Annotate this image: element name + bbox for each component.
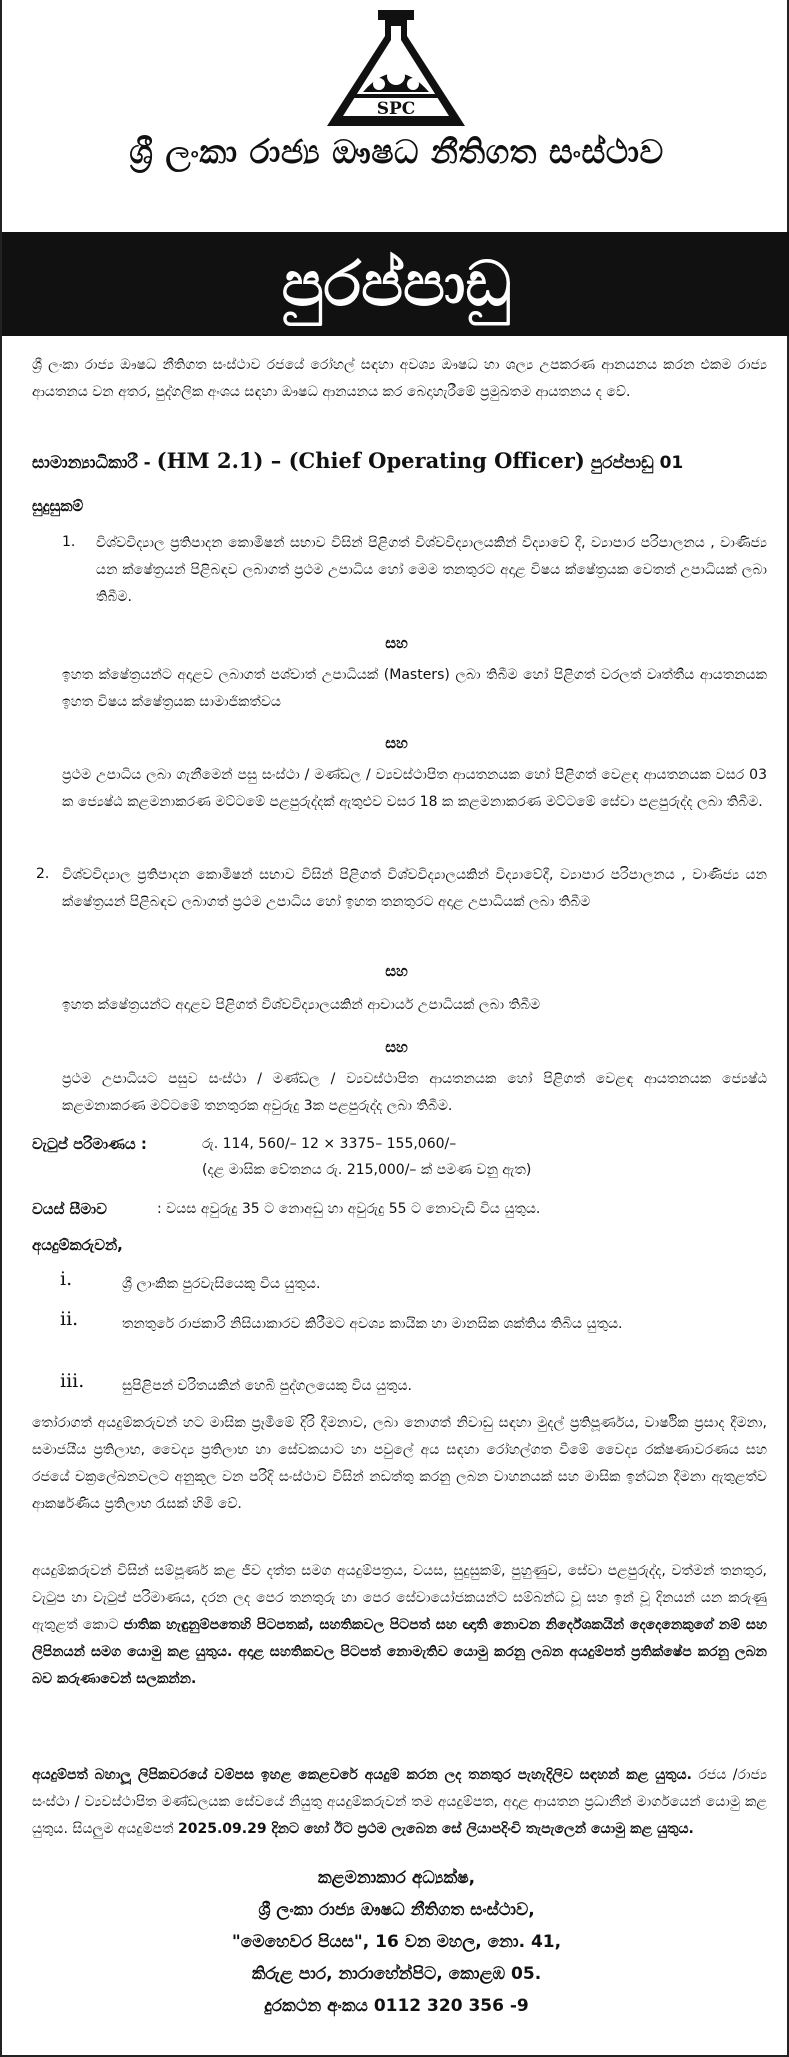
applicant-item-text: සුපිළිපන් චරිතයකින් හෙබි පුද්ගලයෙකු විය යුතුය. bbox=[122, 1378, 413, 1394]
qualification-number-2: 2. bbox=[36, 866, 50, 882]
vacancies-banner bbox=[2, 232, 789, 336]
qualifications-heading: සුදුසුකම් bbox=[32, 497, 84, 515]
instructions-text: අයදුම්කරුවන් විසින් සම්පූර්ණ කළ ජීව දත්ත සමග අයදුම්පත්‍රය, වයස, සුදුසුකම්, පුහුණුව, සේවා පළපුරුද්ද, වත්මන් තනතුර, වැටුප හා වැටුප් පරිමාණය, දරන ලද පෙර තනතුරු හා පෙර සේවායෝජකයන්ට සම්බන්ධ වූ සහ ඉන් වූ දිනයන් යන කරුණු ඇතුළත් කොට bbox=[32, 1563, 767, 1633]
intro-paragraph: ශ්‍රී ලංකා රාජ්‍ය ඖෂධ නීතිගත සංස්ථාව රජයේ රෝහල් සඳහා අවශ්‍ය ඖෂධ හා ශල්‍ය උපකරණ ආනයනය කරන එකම රාජ්‍ය ආයතනය වන අතර, පුද්ගලික අංශය සඳහා ඖෂධ ආනයනය කර බෙදාහැරීමේ ප්‍රමුඛතම ආයතනය ද වේ. bbox=[32, 357, 767, 400]
instructions-paragraph bbox=[32, 1558, 767, 1693]
qualification-1-experience: ප්‍රථම උපාධිය ලබා ගැනීමෙන් පසු සංස්ථා / මණ්ඩල / ව්‍යවස්ථාපිත ආයතනයක හෝ පිළිගත් වෙළඳ ආයතනයක වසර 03 ක ජ්‍යෙෂ්ඨ කළමනාකරණ මට්ටමේ පළපුරුද්දක් ඇතුළුව වසර 18 ක කළමනාකරණ මට්ටමේ සේවා පළපුරුද්ද ලබා තිබීම. bbox=[62, 767, 767, 810]
applicant-item-number: iii. bbox=[60, 1370, 85, 1392]
and-label-3: සහ bbox=[385, 962, 408, 980]
footer-organization: ශ්‍රී ලංකා රාජ්‍ය ඖෂධ නීතිගත සංස්ථාව, bbox=[258, 1900, 535, 1920]
deadline-paragraph bbox=[32, 1762, 767, 1843]
applicant-item-number: ii. bbox=[60, 1308, 79, 1330]
footer-street: කිරුළ පාර, නාරාහේන්පිට, කොළඹ 05. bbox=[251, 1964, 542, 1984]
qualification-1-text: විශ්වවිද්‍යාල ප්‍රතිපාදන කොමිෂන් සභාව විසින් පිළිගත් විශ්වවිද්‍යාලයකින් විද්‍යාවේ දී, ව්‍යාපාර පරිපාලනය , වාණිජ්‍ය යන ක්ෂේත්‍රයන් පිළිබඳව ලබාගත් ප්‍රථම උපාධිය හෝ මෙම තනතුරට අදාළ විෂය ක්ෂේත්‍රයක වෙතත් උපාධියක් ලබා තිබීම. bbox=[96, 535, 767, 605]
and-label-1: සහ bbox=[385, 634, 408, 652]
position-prefix: සාමාන්‍යාධිකාරී - bbox=[32, 453, 157, 473]
instructions-required-documents: ජාතික හැඳුනුම්පතෙහි පිටපතක්, සහතිකවල පිටපත් සහ ඥාති නොවන නිර්දේශකයින් දෙදෙනෙකුගේ නම් සහ ලිපිනයන් සමග යොමු කළ යුතුය. අදාළ සහතිකවල පිටපත් නොමැතිව යොමු කරනු ලබන අයදුම්පත් ප්‍රතික්ෂේප කරනු ලබන බව කරුණාවෙන් සලකන්න. bbox=[32, 1617, 768, 1687]
banner-title: පුරප්පාඩු bbox=[281, 247, 512, 320]
government-applicants-note: රජය /රාජ්‍ය සංස්ථා / ව්‍යවස්ථාපිත මණ්ඩලයක සේවයේ නියුතු අයදුම්කරුවන් තම අයදුම්පත, අදාළ ආයතන ප්‍රධානීන් මාර්ගයෙන් යොමු කළ යුතුය. සියලුම අයදුම්පත් bbox=[32, 1767, 767, 1837]
and-label-4: සහ bbox=[385, 1038, 408, 1056]
footer-designation: කළමනාකාර අධ්‍යක්ෂ, bbox=[317, 1868, 476, 1888]
organization-title: ශ්‍රී ලංකා රාජ්‍ය ඖෂධ නීතිගත සංස්ථාව bbox=[129, 132, 664, 171]
age-limit-value: : වයස අවුරුදු 35 ට නොඅඩු හා අවුරුදු 55 ට නොවැඩි විය යුතුය. bbox=[157, 1201, 541, 1217]
age-limit-label: වයස් සීමාව bbox=[32, 1200, 107, 1218]
footer-telephone: දුරකථන අංකය 0112 320 356 -9 bbox=[264, 1996, 529, 2016]
salary-label: වැටුප් පරිමාණය : bbox=[32, 1135, 147, 1153]
spc-logo bbox=[323, 6, 469, 130]
qualification-2-experience: ප්‍රථම උපාධියට පසුව සංස්ථා / මණ්ඩල / ව්‍යවස්ථාපිත ආයතනයක හෝ පිළිගත් වෙළඳ ආයතනයක ජ්‍යෙෂ්ඨ කළමනාකරණ මට්ටමේ තනතුරක අවුරුදු 3ක පළපුරුද්ද ලබා තිබීම. bbox=[62, 1071, 767, 1114]
salary-scale: රු. 114, 560/– 12 × 3375– 155,060/– bbox=[202, 1136, 457, 1152]
qualification-number-1: 1. bbox=[62, 534, 76, 550]
position-english: (HM 2.1) – (Chief Operating Officer) bbox=[156, 448, 585, 473]
position-suffix: පුරප්පාඩු 01 bbox=[584, 453, 684, 473]
qualification-1-masters: ඉහත ක්ෂේත්‍රයන්ට අදාළව ලබාගත් පශ්චාත් උපාධියක් (Masters) ලබා තිබීම හෝ පිළිගත් වරලත් වෘත්තීය ආයතනයක ඉහත විෂය ක්ෂේත්‍රයක සාමාජිකත්වය bbox=[62, 667, 767, 710]
qualification-2-text: විශ්වවිද්‍යාල ප්‍රතිපාදන කොමිෂන් සභාව විසින් පිළිගත් විශ්වවිද්‍යාලයකින් විද්‍යාවේදී, ව්‍යාපාර පරිපාලනය , වාණිජ්‍ය යන ක්ෂේත්‍රයන් පිළිබඳව ලබාගත් ප්‍රථම උපාධිය හෝ ඉහත තනතුරට අදාළ උපාධියක් ලබා තිබීම bbox=[62, 867, 767, 910]
applicant-item-number: i. bbox=[60, 1268, 73, 1290]
footer-building: "මෙහෙවර පියස", 16 වන මහල, නො. 41, bbox=[231, 1932, 562, 1952]
closing-date: 2025.09.29 දිනට හෝ ඊට ප්‍රථම ලැබෙන සේ ලියාපදිංචි තැපැලෙන් යොමු කළ යුතුය. bbox=[178, 1821, 694, 1837]
logo-text: SPC bbox=[376, 99, 416, 119]
and-label-2: සහ bbox=[385, 734, 408, 752]
applicants-heading: අයදුම්කරුවන්, bbox=[32, 1236, 123, 1254]
salary-note: (දළ මාසික වේතනය රු. 215,000/– ක් පමණ වනු ඇත) bbox=[202, 1162, 532, 1178]
applicant-item-text: තනතුරේ රාජකාරි නිසියාකාරව කිරීමට අවශ්‍ය කායික හා මානසික ශක්තිය තිබිය යුතුය. bbox=[122, 1316, 623, 1332]
position-title bbox=[32, 448, 683, 473]
qualification-2-phd: ඉහත ක්ෂේත්‍රයන්ට අදාළව පිළිගත් විශ්වවිද්‍යාලයකින් ආචාර්ය උපාධියක් ලබා තිබීම bbox=[62, 997, 541, 1013]
envelope-instruction: අයදුම්පත් බහාලූ ලිපිකවරයේ වම්පස ඉහළ කෙළවරේ අයදුම් කරන ලද තනතුර පැහැදිලිව සඳහන් කළ යුතුය. bbox=[32, 1767, 692, 1783]
applicant-item-text: ශ්‍රී ලාංකික පුරවැසියෙකු විය යුතුය. bbox=[122, 1276, 321, 1292]
benefits-paragraph: තෝරාගත් අයදුම්කරුවන් හට මාසික ප්‍රෑමීමේ දිරි දීමනාව, ලබා නොගත් නිවාඩු සඳහා මුදල් ප්‍රතිපූර්ණය, වාර්ෂික ප්‍රසාද දීමනා, සමාජයීය ප්‍රතිලාභ, වෛද්‍ය ප්‍රතිලාභ හා සේවකයාට හා පවුලේ අය සඳහා රෝහල්ගත වීමේ වෛද්‍ය රක්ෂණාවරණය සහ රජයේ චක්‍රලේඛනවලට අනුකූල වන පරිදි සංස්ථාව විසින් නඩත්තු කරනු ලබන වාහනයක් සහ මාසික ඉන්ධන දීමනා ඇතුළත්ව ආකර්ෂණීය ප්‍රතිලාභ රැසක් හිමි වේ. bbox=[32, 1415, 767, 1512]
